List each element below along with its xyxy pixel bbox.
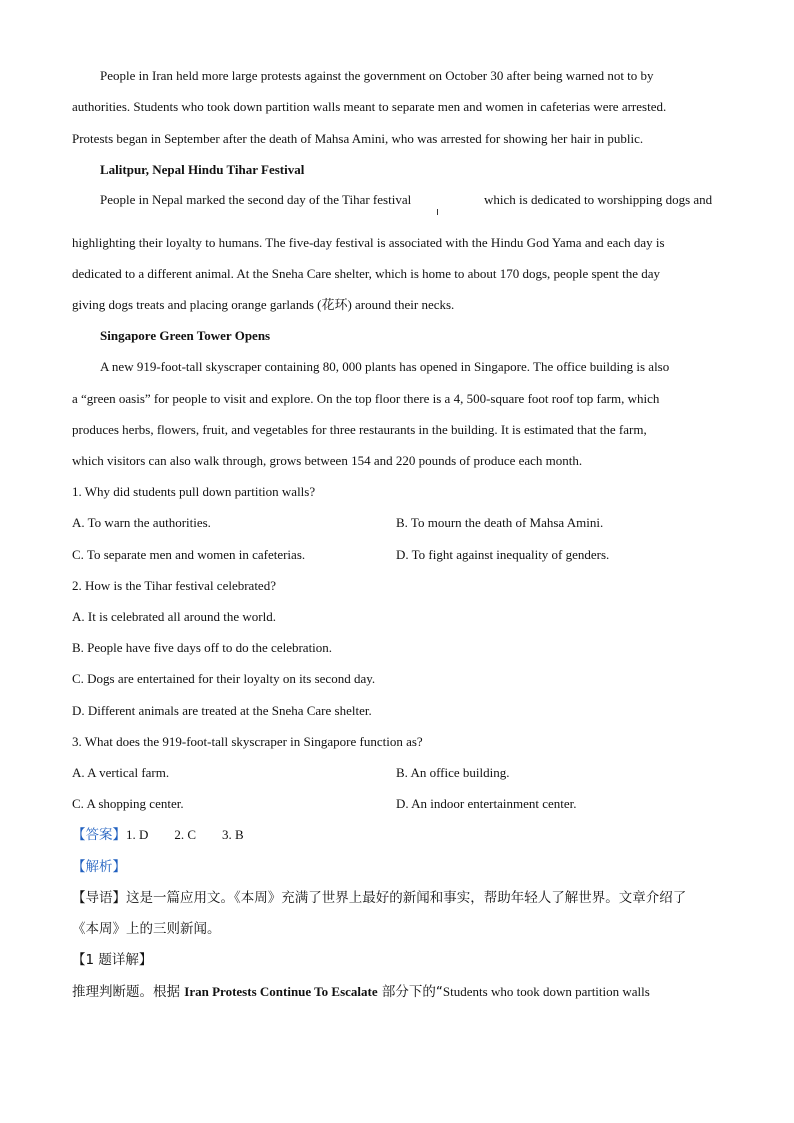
answer-text: 1. D 2. C 3. B bbox=[126, 827, 244, 842]
section-heading-nepal: Lalitpur, Nepal Hindu Tihar Festival bbox=[100, 162, 305, 177]
paragraph-line: produces herbs, flowers, fruit, and vegetables for three restaurants in the building. It is estimated that the farm, bbox=[72, 422, 647, 437]
answer-line bbox=[72, 827, 244, 843]
question-option: A. It is celebrated all around the world. bbox=[72, 609, 276, 624]
stray-mark bbox=[437, 209, 438, 215]
analysis-label: 【解析】 bbox=[72, 859, 126, 875]
question-stem: 3. What does the 919-foot-tall skyscraper in Singapore function as? bbox=[72, 734, 423, 749]
paragraph-line: a “green oasis” for people to visit and explore. On the top floor there is a 4, 500-square foot roof top farm, which bbox=[72, 391, 660, 406]
paragraph-line: A new 919-foot-tall skyscraper containing 80, 000 plants has opened in Singapore. The office building is also bbox=[100, 359, 670, 374]
question-option: B. An office building. bbox=[396, 765, 510, 780]
question-option: D. An indoor entertainment center. bbox=[396, 796, 577, 811]
paragraph-line: which visitors can also walk through, grows between 154 and 220 pounds of produce each month. bbox=[72, 453, 583, 468]
q1-detail-line bbox=[72, 984, 650, 1000]
guide-text: 这是一篇应用文。《本周》充满了世界上最好的新闻和事实，帮助年轻人了解世界。文章介绍了 bbox=[126, 890, 687, 906]
question-option: B. To mourn the death of Mahsa Amini. bbox=[396, 515, 604, 530]
question-option: D. Different animals are treated at the Sneha Care shelter. bbox=[72, 703, 372, 718]
q1-text-prefix: 推理判断题。根据 bbox=[72, 984, 185, 1000]
question-option: A. To warn the authorities. bbox=[72, 515, 211, 530]
question-option: C. To separate men and women in cafeterias. bbox=[72, 547, 306, 562]
question-option: C. Dogs are entertained for their loyalty on its second day. bbox=[72, 671, 376, 686]
q1-detail-label: 【1 题详解】 bbox=[72, 952, 153, 968]
guide-label: 【导语】 bbox=[72, 890, 126, 906]
paragraph-line: highlighting their loyalty to humans. The five-day festival is associated with the Hindu God Yama and each day is bbox=[72, 235, 665, 250]
guide-line: 《本周》上的三则新闻。 bbox=[72, 921, 221, 937]
guide-line bbox=[72, 890, 686, 906]
q1-text-mid: 部分下的“ bbox=[377, 984, 443, 1000]
paragraph-line: which is dedicated to worshipping dogs and bbox=[484, 192, 713, 207]
paragraph-line: People in Nepal marked the second day of the Tihar festival bbox=[100, 192, 412, 207]
question-option: A. A vertical farm. bbox=[72, 765, 170, 780]
question-stem: 1. Why did students pull down partition walls? bbox=[72, 484, 316, 499]
answer-label: 【答案】 bbox=[72, 827, 126, 843]
question-option: B. People have five days off to do the celebration. bbox=[72, 640, 333, 655]
question-option: D. To fight against inequality of genders. bbox=[396, 547, 610, 562]
question-option: C. A shopping center. bbox=[72, 796, 184, 811]
q1-text-end: Students who took down partition walls bbox=[442, 984, 650, 999]
paragraph-line: Protests began in September after the death of Mahsa Amini, who was arrested for showing her hair in public. bbox=[72, 131, 644, 146]
question-stem: 2. How is the Tihar festival celebrated? bbox=[72, 578, 276, 593]
paragraph-line: giving dogs treats and placing orange garlands (花环) around their necks. bbox=[72, 297, 455, 312]
section-heading-singapore: Singapore Green Tower Opens bbox=[100, 328, 271, 343]
q1-text-bold: Iran Protests Continue To Escalate bbox=[184, 984, 378, 999]
paragraph-line: authorities. Students who took down partition walls meant to separate men and women in cafeterias were arrested. bbox=[72, 99, 667, 114]
paragraph-line: dedicated to a different animal. At the Sneha Care shelter, which is home to about 170 dogs, people spent the day bbox=[72, 266, 661, 281]
paragraph-line: People in Iran held more large protests against the government on October 30 after being warned not to by bbox=[100, 68, 654, 83]
